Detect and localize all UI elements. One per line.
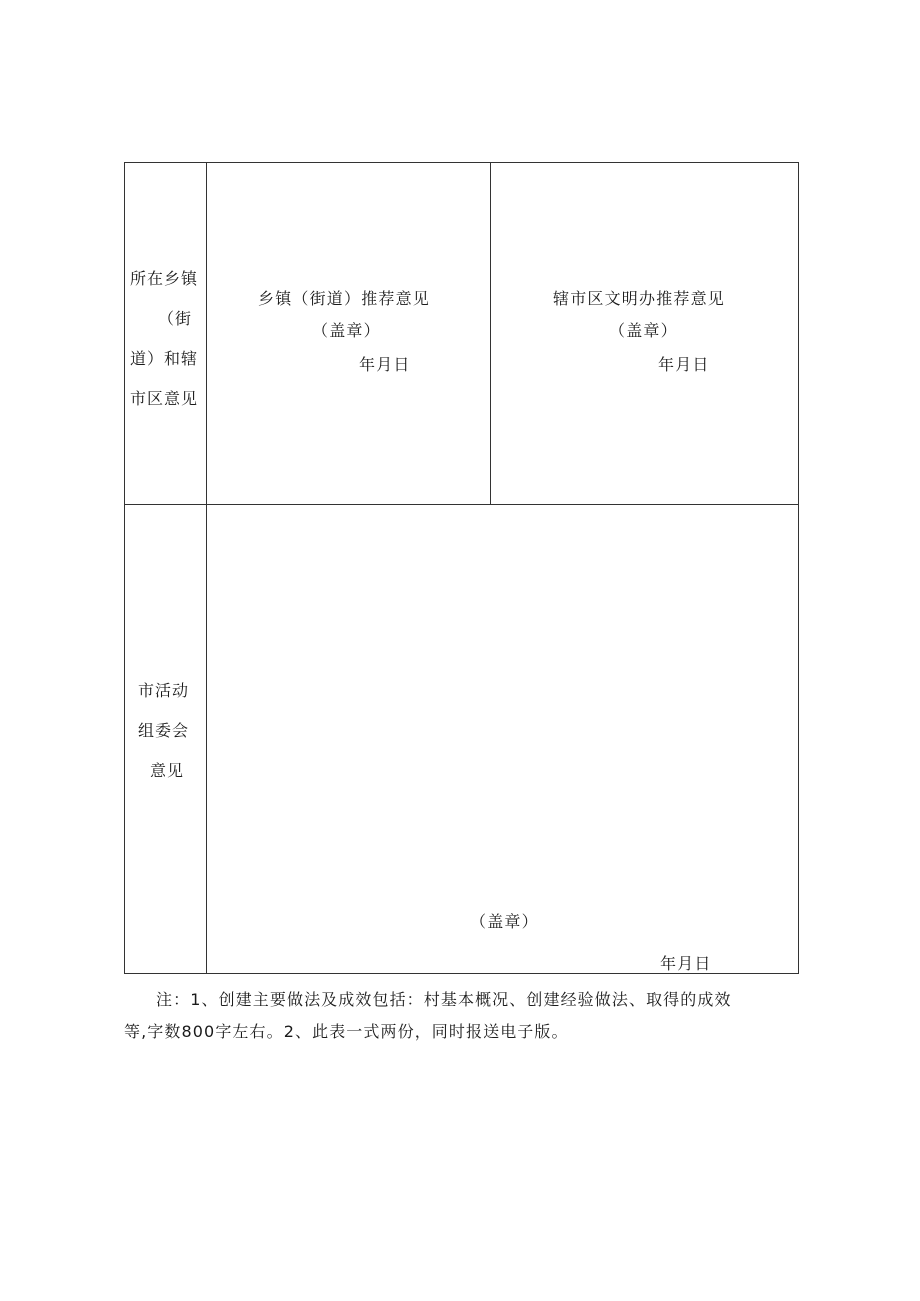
district-date-label: 年月日 (658, 355, 710, 374)
footnote-line: 注：1、创建主要做法及成效包括：村基本概况、创建经验做法、取得的成效 (156, 990, 732, 1009)
footnote-line: 等,字数800字左右。2、此表一式两份，同时报送电子版。 (124, 1022, 569, 1041)
row-label-line: （街 (158, 309, 193, 328)
committee-date-label: 年月日 (660, 954, 712, 973)
district-seal-label: （盖章） (609, 321, 678, 340)
row-label-line: 市活动 (138, 681, 190, 700)
committee-seal-label: （盖章） (470, 912, 539, 931)
row-label-line: 道）和辖 (130, 349, 199, 368)
district-opinion-title: 辖市区文明办推荐意见 (553, 289, 726, 308)
town-opinion-title: 乡镇（街道）推荐意见 (258, 289, 431, 308)
row-label-line: 组委会 (138, 721, 190, 740)
row-divider (125, 504, 798, 505)
row-label-line: 所在乡镇 (130, 269, 199, 288)
opinion-form-table (124, 162, 799, 974)
town-date-label: 年月日 (359, 355, 411, 374)
row-label-committee (125, 671, 206, 791)
row-label-line: 意见 (150, 761, 185, 780)
footnote (124, 984, 804, 1048)
column-divider-label (206, 163, 207, 973)
row-label-town-district (125, 259, 206, 419)
column-divider-opinions (490, 163, 491, 504)
row-label-line: 市区意见 (130, 389, 199, 408)
town-seal-label: （盖章） (312, 321, 381, 340)
